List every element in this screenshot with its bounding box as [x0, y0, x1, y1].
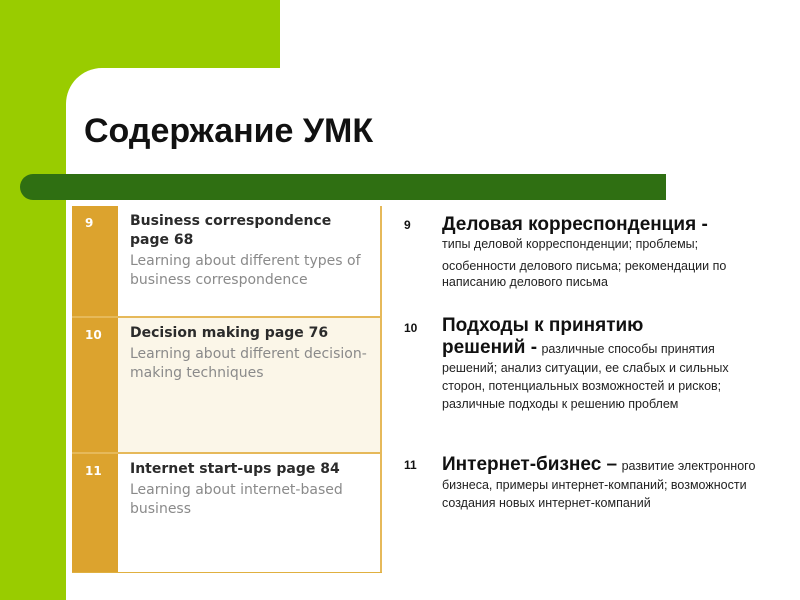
- item-description: особенности делового письма; рекомендации по написанию делового письма: [442, 259, 727, 289]
- item-description-line: типы деловой корреспонденции; проблемы;: [442, 237, 699, 251]
- item-title: Деловая корреспонденция -: [442, 214, 708, 235]
- unit-number: 11: [72, 454, 118, 572]
- unit-description: Learning about different types of business correspondence: [130, 253, 361, 288]
- item-number: 9: [404, 218, 411, 232]
- unit-number: 9: [72, 206, 118, 316]
- item-description: различные способы принятия решений; анализ ситуации, ее слабых и сильных сторон, потенциальных возможностей и рисков; различные подходы к решению проблем: [442, 342, 729, 411]
- unit-heading: Decision making page 76: [130, 325, 329, 341]
- item-number: 10: [404, 321, 418, 335]
- item-description: развитие электронного бизнеса, примеры интернет-компаний; возможности создания новых интернет-компаний: [442, 459, 756, 510]
- textbook-contents-table: [72, 206, 382, 573]
- unit-description: Learning about different decision-making techniques: [130, 346, 367, 381]
- item-title: решений -: [442, 337, 538, 358]
- slide-title: Содержание УМК: [84, 112, 374, 150]
- item-title: Интернет-бизнес –: [442, 454, 618, 475]
- item-body: [442, 315, 772, 413]
- table-row: [72, 206, 382, 316]
- item-body: [442, 454, 772, 512]
- unit-content: [118, 206, 382, 316]
- item-title-continued: [442, 337, 772, 413]
- unit-content: [118, 318, 382, 452]
- unit-description: Learning about internet-based business: [130, 482, 343, 517]
- item-number: 11: [404, 458, 417, 472]
- title-underline-bar: [20, 174, 666, 200]
- item-title: Подходы к принятию: [442, 315, 644, 336]
- unit-heading: Internet start-ups page 84: [130, 461, 340, 477]
- unit-number: 10: [72, 318, 118, 452]
- unit-content: [118, 454, 382, 572]
- item-body: [442, 214, 772, 290]
- unit-heading: Business correspondence page 68: [130, 213, 332, 248]
- table-row: [72, 454, 382, 572]
- table-row: [72, 318, 382, 452]
